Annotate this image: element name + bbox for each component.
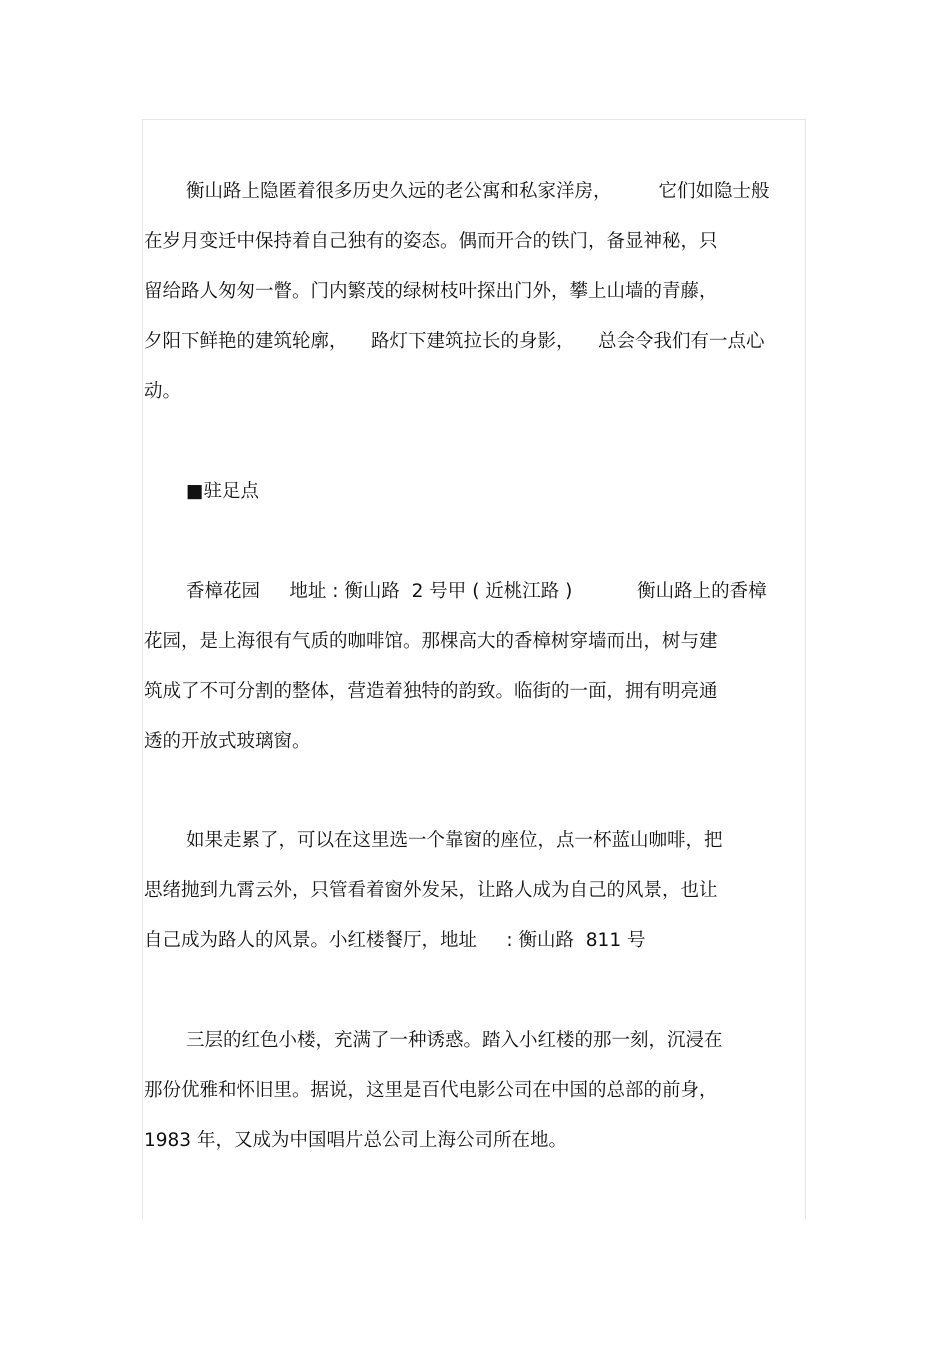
paragraph-2-line-3: 筑成了不可分割的整体，营造着独特的韵致。临街的一面，拥有明亮通 [144,681,718,702]
paragraph-1-line-2: 在岁月变迁中保持着自己独有的姿态。偶而开合的铁门，备显神秘，只 [144,231,718,252]
paragraph-2-line-4: 透的开放式玻璃窗。 [144,731,311,752]
paragraph-1-line-4: 夕阳下鲜艳的建筑轮廓， 路灯下建筑拉长的身影， 总会令我们有一点心 [144,331,765,352]
paragraph-2-line-2: 花园，是上海很有气质的咖啡馆。那棵高大的香樟树穿墙而出，树与建 [144,631,718,652]
paragraph-4-line-2: 那份优雅和怀旧里。据说，这里是百代电影公司在中国的总部的前身， [144,1080,718,1101]
paragraph-3-line-3: 自己成为路人的风景。小红楼餐厅，地址 : 衡山路 811 号 [144,930,646,951]
paragraph-3-line-1: 如果走累了，可以在这里选一个靠窗的座位，点一杯蓝山咖啡，把 [186,830,723,851]
paragraph-2-line-1: 香樟花园 地址 : 衡山路 2 号甲 ( 近桃江路 ) 衡山路上的香樟 [186,581,767,602]
paragraph-1-line-1: 衡山路上隐匿着很多历史久远的老公寓和私家洋房， 它们如隐士般 [186,181,770,202]
paragraph-3-line-2: 思绪抛到九霄云外，只管看着窗外发呆，让路人成为自己的风景，也让 [144,880,718,901]
section-heading: ■驻足点 [186,481,259,502]
paragraph-4-line-1: 三层的红色小楼，充满了一种诱惑。踏入小红楼的那一刻，沉浸在 [186,1030,723,1051]
paragraph-4-line-3: 1983 年，又成为中国唱片总公司上海公司所在地。 [144,1130,567,1151]
paragraph-1-line-3: 留给路人匆匆一瞥。门内繁茂的绿树枝叶探出门外，攀上山墙的青藤， [144,281,718,302]
paragraph-1-line-5: 动。 [144,381,182,402]
